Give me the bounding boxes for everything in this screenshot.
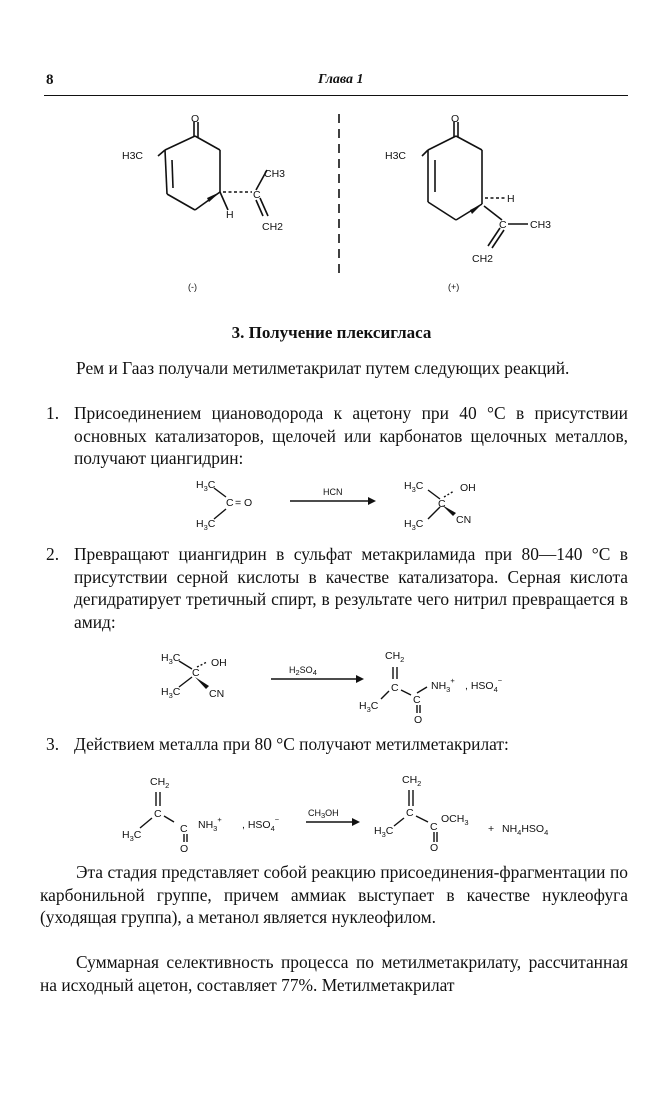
methoxy-label: $OCH_3$ [441,813,469,827]
h3c-label: $H_3C$ [404,480,424,494]
minus-charge: − [274,815,280,824]
ch2-label: $CH_2$ [402,774,422,788]
step-number: 1. [46,403,60,423]
hydroxyl-label: OH [460,482,476,494]
enantiomer-label-right: (+) [448,282,460,292]
carbon-label: C [226,497,234,509]
reaction-1 [190,475,520,535]
h3c-label: $H_3C$ [359,700,379,714]
carvone-enantiomers-figure [110,112,570,297]
step-text: Действием металла при 80 °С получают метилметакрилат: [74,734,509,754]
double-bond: = [235,497,242,509]
oxygen-label: O [414,714,423,725]
ch2-label: $CH_2$ [385,650,405,664]
h3c-label: $H_3C$ [404,518,424,532]
step-2 [46,543,628,634]
atom-label: H [507,193,515,205]
atom-label: O [191,113,200,125]
carbon-label: C [154,808,162,820]
nitrile-label: CN [209,688,225,700]
atom-label: H3C [385,150,407,162]
atom-label: CH3 [264,168,286,180]
h3c-label: $H_3C$ [161,652,181,666]
oxygen-label: O [430,842,439,854]
carbon-label: C [406,807,414,819]
ammonium-label: $NH_3^+$ [431,676,455,694]
carbon-label: C [391,682,399,694]
atom-label: H [226,209,234,221]
h3c-label: $H_3C$ [374,825,394,839]
reaction-2 [155,645,535,725]
reagent-h2so4: $H_2SO_4$ [289,665,317,677]
atom-label: CH2 [262,221,284,233]
plus-charge: + [450,676,455,685]
section-heading: 3. Получение плексигласа [231,323,432,342]
h3c-label: $H_3C$ [196,479,216,493]
step-text: Присоединением циановодорода к ацетону при 40 °С в присутствии основных катализаторов, щелочей или карбонатов щелочных металлов, получают циангидрин: [74,403,628,469]
carbon-label: C [430,821,438,833]
minus-charge: − [497,676,503,685]
atom-label: CH2 [472,253,494,265]
ammonium-hydrogensulfate-label: $NH_4HSO_4$ [502,823,549,837]
oxygen-label: O [244,497,253,509]
ammonium-label: $NH_3^+$ [198,815,222,833]
h3c-label: $H_3C$ [122,829,142,843]
paragraph-selectivity: Суммарная селективность процесса по метилметакрилату, рассчитанная на исходный ацетон, составляет 77%. Метилметакрилат [40,952,628,995]
arrowhead [368,497,376,505]
ch2-label: $CH_2$ [150,776,170,790]
carbon-label: C [180,823,188,835]
step-1 [46,402,628,470]
plus-charge: + [217,815,222,824]
page-number: 8 [46,72,54,88]
header-rule [44,95,628,96]
step-text: Превращают циангидрин в сульфат метакриламида при 80—140 °С в присутствии серной кислоты в качестве катализатора. Серная кислота дегидратирует третичный спирт, в результате чего нитрил превращается в амид: [74,544,628,633]
reaction-3 [118,770,578,855]
atom-label: O [451,113,460,125]
hydrogensulfate-label: , $HSO_4^-$ [242,815,280,833]
atom-label: H3C [122,150,144,162]
step-3 [46,733,628,756]
atom-label: C [253,189,261,201]
oxygen-label: O [180,843,189,855]
atom-label: CH3 [530,219,552,231]
wedge-bond [207,192,220,202]
step-number: 2. [46,544,60,564]
hydroxyl-label: OH [211,657,227,669]
carbon-label: C [438,498,446,510]
h3c-label: $H_3C$ [196,518,216,532]
carbon-label: C [192,667,200,679]
h3c-label: $H_3C$ [161,686,181,700]
atom-label: C [499,219,507,231]
step-number: 3. [46,734,60,754]
paragraph-mechanism: Эта стадия представляет собой реакцию присоединения-фрагментации по карбонильной группе, причем аммиак выступает в качестве нуклеофуга (уходящая группа), а метанол является нуклеофилом. [40,862,628,928]
carbon-label: C [413,694,421,706]
intro-paragraph: Рем и Гааз получали метилметакрилат путем следующих реакций. [76,358,570,378]
arrowhead [352,818,360,826]
enantiomer-label-left: (-) [188,282,197,292]
wedge-bond [470,204,482,214]
chapter-title: Глава 1 [318,72,364,87]
hydrogensulfate-label: , $HSO_4^-$ [465,676,503,694]
nitrile-label: CN [456,514,472,526]
arrowhead [356,675,364,683]
reagent-ch3oh: $CH_3OH$ [308,808,339,820]
plus-sign: + [488,823,495,835]
reagent-hcn: HCN [323,487,343,497]
